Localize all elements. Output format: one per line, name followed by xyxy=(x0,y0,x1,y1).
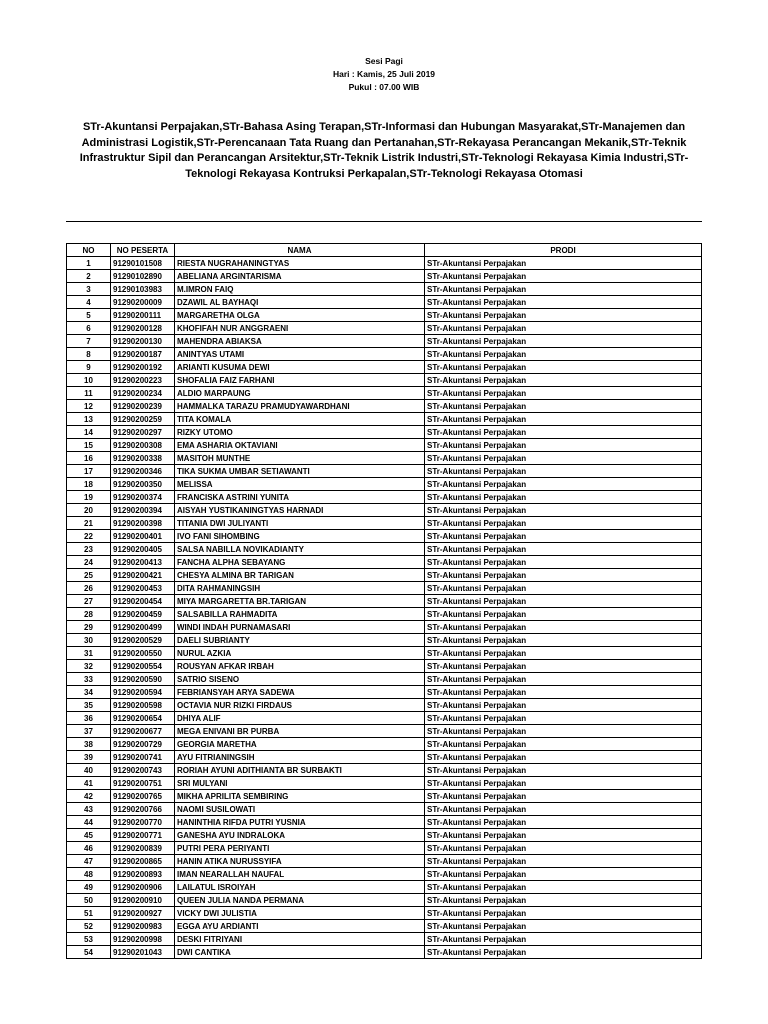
cell-no: 24 xyxy=(67,556,111,569)
cell-participant-number: 91290200594 xyxy=(111,686,175,699)
cell-name: SRI MULYANI xyxy=(175,777,425,790)
table-row xyxy=(67,504,702,517)
table-row xyxy=(67,868,702,881)
cell-no: 32 xyxy=(67,660,111,673)
cell-no: 1 xyxy=(67,257,111,270)
cell-program: STr-Akuntansi Perpajakan xyxy=(425,309,702,322)
cell-participant-number: 91290200234 xyxy=(111,387,175,400)
cell-program: STr-Akuntansi Perpajakan xyxy=(425,322,702,335)
cell-program: STr-Akuntansi Perpajakan xyxy=(425,270,702,283)
cell-participant-number: 91290200346 xyxy=(111,465,175,478)
cell-program: STr-Akuntansi Perpajakan xyxy=(425,699,702,712)
cell-participant-number: 91290200910 xyxy=(111,894,175,907)
cell-name: DHIYA ALIF xyxy=(175,712,425,725)
cell-participant-number: 91290200743 xyxy=(111,764,175,777)
cell-program: STr-Akuntansi Perpajakan xyxy=(425,829,702,842)
cell-name: GEORGIA MARETHA xyxy=(175,738,425,751)
cell-no: 25 xyxy=(67,569,111,582)
cell-name: HAMMALKA TARAZU PRAMUDYAWARDHANI xyxy=(175,400,425,413)
cell-name: RIZKY UTOMO xyxy=(175,426,425,439)
cell-program: STr-Akuntansi Perpajakan xyxy=(425,920,702,933)
cell-program: STr-Akuntansi Perpajakan xyxy=(425,569,702,582)
table-row xyxy=(67,608,702,621)
cell-participant-number: 91290200729 xyxy=(111,738,175,751)
cell-program: STr-Akuntansi Perpajakan xyxy=(425,582,702,595)
table-row xyxy=(67,595,702,608)
cell-program: STr-Akuntansi Perpajakan xyxy=(425,647,702,660)
cell-no: 41 xyxy=(67,777,111,790)
cell-participant-number: 91290200983 xyxy=(111,920,175,933)
table-row xyxy=(67,933,702,946)
table-row xyxy=(67,816,702,829)
cell-program: STr-Akuntansi Perpajakan xyxy=(425,296,702,309)
table-row xyxy=(67,309,702,322)
table-row xyxy=(67,738,702,751)
cell-no: 45 xyxy=(67,829,111,842)
cell-program: STr-Akuntansi Perpajakan xyxy=(425,361,702,374)
table-row xyxy=(67,855,702,868)
cell-participant-number: 91290200654 xyxy=(111,712,175,725)
cell-no: 20 xyxy=(67,504,111,517)
cell-participant-number: 91290200893 xyxy=(111,868,175,881)
cell-participant-number: 91290200421 xyxy=(111,569,175,582)
cell-name: RIESTA NUGRAHANINGTYAS xyxy=(175,257,425,270)
table-row xyxy=(67,725,702,738)
cell-participant-number: 91290200111 xyxy=(111,309,175,322)
cell-program: STr-Akuntansi Perpajakan xyxy=(425,738,702,751)
cell-name: GANESHA AYU INDRALOKA xyxy=(175,829,425,842)
cell-program: STr-Akuntansi Perpajakan xyxy=(425,491,702,504)
cell-program: STr-Akuntansi Perpajakan xyxy=(425,621,702,634)
cell-participant-number: 91290200751 xyxy=(111,777,175,790)
table-row xyxy=(67,387,702,400)
table-row xyxy=(67,517,702,530)
cell-name: HANIN ATIKA NURUSSYIFA xyxy=(175,855,425,868)
cell-participant-number: 91290200413 xyxy=(111,556,175,569)
cell-program: STr-Akuntansi Perpajakan xyxy=(425,842,702,855)
cell-participant-number: 91290200998 xyxy=(111,933,175,946)
cell-program: STr-Akuntansi Perpajakan xyxy=(425,907,702,920)
cell-participant-number: 91290200453 xyxy=(111,582,175,595)
cell-program: STr-Akuntansi Perpajakan xyxy=(425,777,702,790)
cell-name: M.IMRON FAIQ xyxy=(175,283,425,296)
cell-participant-number: 91290200187 xyxy=(111,348,175,361)
cell-no: 34 xyxy=(67,686,111,699)
cell-no: 2 xyxy=(67,270,111,283)
cell-name: EMA ASHARIA OKTAVIANI xyxy=(175,439,425,452)
table-row xyxy=(67,712,702,725)
table-row xyxy=(67,582,702,595)
table-row xyxy=(67,556,702,569)
cell-name: AISYAH YUSTIKANINGTYAS HARNADI xyxy=(175,504,425,517)
cell-participant-number: 91290200839 xyxy=(111,842,175,855)
cell-participant-number: 91290200766 xyxy=(111,803,175,816)
table-row xyxy=(67,530,702,543)
cell-participant-number: 91290200771 xyxy=(111,829,175,842)
cell-name: ANINTYAS UTAMI xyxy=(175,348,425,361)
table-row xyxy=(67,842,702,855)
cell-program: STr-Akuntansi Perpajakan xyxy=(425,283,702,296)
cell-no: 31 xyxy=(67,647,111,660)
cell-name: DAELI SUBRIANTY xyxy=(175,634,425,647)
cell-name: MIYA MARGARETTA BR.TARIGAN xyxy=(175,595,425,608)
cell-participant-number: 91290102890 xyxy=(111,270,175,283)
cell-participant-number: 91290200741 xyxy=(111,751,175,764)
cell-no: 33 xyxy=(67,673,111,686)
cell-participant-number: 91290200350 xyxy=(111,478,175,491)
cell-program: STr-Akuntansi Perpajakan xyxy=(425,257,702,270)
cell-name: MELISSA xyxy=(175,478,425,491)
table-row xyxy=(67,673,702,686)
table-body xyxy=(67,257,702,959)
cell-program: STr-Akuntansi Perpajakan xyxy=(425,556,702,569)
column-header-participant-number: NO PESERTA xyxy=(111,244,175,257)
table-row xyxy=(67,699,702,712)
table-row xyxy=(67,348,702,361)
cell-program: STr-Akuntansi Perpajakan xyxy=(425,517,702,530)
cell-no: 16 xyxy=(67,452,111,465)
table-row xyxy=(67,426,702,439)
table-row xyxy=(67,478,702,491)
cell-participant-number: 91290103983 xyxy=(111,283,175,296)
cell-no: 49 xyxy=(67,881,111,894)
cell-program: STr-Akuntansi Perpajakan xyxy=(425,894,702,907)
cell-participant-number: 91290200405 xyxy=(111,543,175,556)
table-row xyxy=(67,621,702,634)
cell-name: MARGARETHA OLGA xyxy=(175,309,425,322)
cell-name: DZAWIL AL BAYHAQI xyxy=(175,296,425,309)
cell-name: ALDIO MARPAUNG xyxy=(175,387,425,400)
cell-name: MEGA ENIVANI BR PURBA xyxy=(175,725,425,738)
cell-program: STr-Akuntansi Perpajakan xyxy=(425,634,702,647)
column-header-name: NAMA xyxy=(175,244,425,257)
table-row xyxy=(67,803,702,816)
cell-no: 8 xyxy=(67,348,111,361)
table-row xyxy=(67,439,702,452)
cell-no: 10 xyxy=(67,374,111,387)
cell-no: 14 xyxy=(67,426,111,439)
cell-name: KHOFIFAH NUR ANGGRAENI xyxy=(175,322,425,335)
cell-name: WINDI INDAH PURNAMASARI xyxy=(175,621,425,634)
cell-no: 6 xyxy=(67,322,111,335)
cell-program: STr-Akuntansi Perpajakan xyxy=(425,426,702,439)
cell-name: FRANCISKA ASTRINI YUNITA xyxy=(175,491,425,504)
table-row xyxy=(67,491,702,504)
cell-participant-number: 91290200130 xyxy=(111,335,175,348)
table-row xyxy=(67,413,702,426)
cell-name: DESKI FITRIYANI xyxy=(175,933,425,946)
cell-participant-number: 91290200590 xyxy=(111,673,175,686)
cell-program: STr-Akuntansi Perpajakan xyxy=(425,478,702,491)
cell-program: STr-Akuntansi Perpajakan xyxy=(425,764,702,777)
cell-participant-number: 91290200259 xyxy=(111,413,175,426)
cell-no: 7 xyxy=(67,335,111,348)
cell-program: STr-Akuntansi Perpajakan xyxy=(425,608,702,621)
cell-participant-number: 91290200192 xyxy=(111,361,175,374)
cell-program: STr-Akuntansi Perpajakan xyxy=(425,660,702,673)
table-row xyxy=(67,751,702,764)
table-row xyxy=(67,881,702,894)
cell-no: 30 xyxy=(67,634,111,647)
cell-no: 11 xyxy=(67,387,111,400)
table-row xyxy=(67,374,702,387)
cell-program: STr-Akuntansi Perpajakan xyxy=(425,400,702,413)
cell-program: STr-Akuntansi Perpajakan xyxy=(425,465,702,478)
table-row xyxy=(67,569,702,582)
cell-no: 40 xyxy=(67,764,111,777)
cell-participant-number: 91290200598 xyxy=(111,699,175,712)
cell-program: STr-Akuntansi Perpajakan xyxy=(425,452,702,465)
table-row xyxy=(67,686,702,699)
column-header-program: PRODI xyxy=(425,244,702,257)
table-row xyxy=(67,894,702,907)
table-row xyxy=(67,543,702,556)
cell-name: MIKHA APRILITA SEMBIRING xyxy=(175,790,425,803)
divider-line xyxy=(66,221,702,222)
cell-participant-number: 91290200223 xyxy=(111,374,175,387)
participants-table xyxy=(66,243,702,959)
cell-participant-number: 91290200338 xyxy=(111,452,175,465)
cell-participant-number: 91290200554 xyxy=(111,660,175,673)
cell-no: 9 xyxy=(67,361,111,374)
column-header-no: NO xyxy=(67,244,111,257)
cell-participant-number: 91290200398 xyxy=(111,517,175,530)
cell-no: 44 xyxy=(67,816,111,829)
table-row xyxy=(67,400,702,413)
cell-name: NURUL AZKIA xyxy=(175,647,425,660)
cell-no: 51 xyxy=(67,907,111,920)
cell-program: STr-Akuntansi Perpajakan xyxy=(425,790,702,803)
cell-no: 39 xyxy=(67,751,111,764)
table-row xyxy=(67,452,702,465)
cell-program: STr-Akuntansi Perpajakan xyxy=(425,712,702,725)
cell-name: IVO FANI SIHOMBING xyxy=(175,530,425,543)
cell-participant-number: 91290101508 xyxy=(111,257,175,270)
cell-no: 18 xyxy=(67,478,111,491)
cell-program: STr-Akuntansi Perpajakan xyxy=(425,335,702,348)
cell-no: 38 xyxy=(67,738,111,751)
cell-no: 22 xyxy=(67,530,111,543)
cell-no: 29 xyxy=(67,621,111,634)
cell-no: 17 xyxy=(67,465,111,478)
cell-program: STr-Akuntansi Perpajakan xyxy=(425,348,702,361)
cell-program: STr-Akuntansi Perpajakan xyxy=(425,881,702,894)
cell-participant-number: 91290200374 xyxy=(111,491,175,504)
cell-program: STr-Akuntansi Perpajakan xyxy=(425,504,702,517)
cell-participant-number: 91290200865 xyxy=(111,855,175,868)
cell-program: STr-Akuntansi Perpajakan xyxy=(425,374,702,387)
cell-program: STr-Akuntansi Perpajakan xyxy=(425,725,702,738)
table-row xyxy=(67,283,702,296)
cell-name: VICKY DWI JULISTIA xyxy=(175,907,425,920)
cell-name: DITA RAHMANINGSIH xyxy=(175,582,425,595)
cell-participant-number: 91290200529 xyxy=(111,634,175,647)
cell-participant-number: 91290200770 xyxy=(111,816,175,829)
cell-participant-number: 91290200239 xyxy=(111,400,175,413)
cell-name: PUTRI PERA PERIYANTI xyxy=(175,842,425,855)
cell-no: 5 xyxy=(67,309,111,322)
cell-name: ROUSYAN AFKAR IRBAH xyxy=(175,660,425,673)
cell-name: RORIAH AYUNI ADITHIANTA BR SURBAKTI xyxy=(175,764,425,777)
table-row xyxy=(67,790,702,803)
cell-participant-number: 91290200297 xyxy=(111,426,175,439)
table-row xyxy=(67,764,702,777)
cell-no: 52 xyxy=(67,920,111,933)
cell-name: FEBRIANSYAH ARYA SADEWA xyxy=(175,686,425,699)
cell-no: 4 xyxy=(67,296,111,309)
cell-no: 42 xyxy=(67,790,111,803)
cell-no: 26 xyxy=(67,582,111,595)
cell-name: MAHENDRA ABIAKSA xyxy=(175,335,425,348)
cell-program: STr-Akuntansi Perpajakan xyxy=(425,816,702,829)
cell-name: ARIANTI KUSUMA DEWI xyxy=(175,361,425,374)
cell-no: 47 xyxy=(67,855,111,868)
cell-name: TITA KOMALA xyxy=(175,413,425,426)
exam-date: Hari : Kamis, 25 Juli 2019 xyxy=(332,69,436,79)
table-row xyxy=(67,946,702,959)
table-row xyxy=(67,647,702,660)
cell-program: STr-Akuntansi Perpajakan xyxy=(425,946,702,959)
cell-no: 48 xyxy=(67,868,111,881)
cell-participant-number: 91290200308 xyxy=(111,439,175,452)
cell-no: 12 xyxy=(67,400,111,413)
cell-no: 36 xyxy=(67,712,111,725)
cell-program: STr-Akuntansi Perpajakan xyxy=(425,868,702,881)
cell-program: STr-Akuntansi Perpajakan xyxy=(425,530,702,543)
cell-name: CHESYA ALMINA BR TARIGAN xyxy=(175,569,425,582)
table-row xyxy=(67,920,702,933)
cell-no: 35 xyxy=(67,699,111,712)
cell-name: AYU FITRIANINGSIH xyxy=(175,751,425,764)
cell-program: STr-Akuntansi Perpajakan xyxy=(425,387,702,400)
cell-participant-number: 91290200550 xyxy=(111,647,175,660)
cell-name: SALSA NABILLA NOVIKADIANTY xyxy=(175,543,425,556)
cell-name: SATRIO SISENO xyxy=(175,673,425,686)
exam-time: Pukul : 07.00 WIB xyxy=(348,82,420,92)
cell-no: 15 xyxy=(67,439,111,452)
cell-name: OCTAVIA NUR RIZKI FIRDAUS xyxy=(175,699,425,712)
table-row xyxy=(67,335,702,348)
table-row xyxy=(67,634,702,647)
cell-participant-number: 91290200459 xyxy=(111,608,175,621)
cell-no: 28 xyxy=(67,608,111,621)
cell-no: 21 xyxy=(67,517,111,530)
cell-name: ABELIANA ARGINTARISMA xyxy=(175,270,425,283)
cell-participant-number: 91290200906 xyxy=(111,881,175,894)
cell-participant-number: 91290200499 xyxy=(111,621,175,634)
table-header-row xyxy=(67,244,702,257)
cell-participant-number: 91290200128 xyxy=(111,322,175,335)
cell-name: LAILATUL ISROIYAH xyxy=(175,881,425,894)
cell-program: STr-Akuntansi Perpajakan xyxy=(425,673,702,686)
cell-participant-number: 91290201043 xyxy=(111,946,175,959)
cell-program: STr-Akuntansi Perpajakan xyxy=(425,751,702,764)
cell-no: 46 xyxy=(67,842,111,855)
cell-no: 50 xyxy=(67,894,111,907)
cell-name: TIKA SUKMA UMBAR SETIAWANTI xyxy=(175,465,425,478)
cell-program: STr-Akuntansi Perpajakan xyxy=(425,413,702,426)
cell-program: STr-Akuntansi Perpajakan xyxy=(425,686,702,699)
cell-program: STr-Akuntansi Perpajakan xyxy=(425,933,702,946)
table-row xyxy=(67,777,702,790)
cell-no: 19 xyxy=(67,491,111,504)
cell-participant-number: 91290200677 xyxy=(111,725,175,738)
table-row xyxy=(67,660,702,673)
cell-name: HANINTHIA RIFDA PUTRI YUSNIA xyxy=(175,816,425,829)
cell-no: 53 xyxy=(67,933,111,946)
cell-program: STr-Akuntansi Perpajakan xyxy=(425,439,702,452)
cell-participant-number: 91290200401 xyxy=(111,530,175,543)
table-row xyxy=(67,829,702,842)
table-row xyxy=(67,361,702,374)
cell-name: TITANIA DWI JULIYANTI xyxy=(175,517,425,530)
table-row xyxy=(67,322,702,335)
cell-name: DWI CANTIKA xyxy=(175,946,425,959)
table-row xyxy=(67,907,702,920)
cell-name: QUEEN JULIA NANDA PERMANA xyxy=(175,894,425,907)
cell-no: 23 xyxy=(67,543,111,556)
study-programs-heading: STr-Akuntansi Perpajakan,STr-Bahasa Asing Terapan,STr-Informasi dan Hubungan Masyarakat,STr-Manajemen dan Administrasi Logistik,STr-Perencanaan Tata Ruang dan Pertanahan,STr-Rekayasa Perancangan Mekanik,STr-Teknik Infrastruktur Sipil dan Perancangan Arsitektur,STr-Teknik Listrik Industri,STr-Teknologi Rekayasa Kimia Industri,STr-Teknologi Rekayasa Kontruksi Perkapalan,STr-Teknologi Rekayasa Otomasi xyxy=(79,121,689,180)
table-row xyxy=(67,270,702,283)
cell-program: STr-Akuntansi Perpajakan xyxy=(425,855,702,868)
cell-participant-number: 91290200765 xyxy=(111,790,175,803)
cell-name: SHOFALIA FAIZ FARHANI xyxy=(175,374,425,387)
cell-participant-number: 91290200927 xyxy=(111,907,175,920)
cell-name: MASITOH MUNTHE xyxy=(175,452,425,465)
cell-no: 3 xyxy=(67,283,111,296)
cell-program: STr-Akuntansi Perpajakan xyxy=(425,543,702,556)
cell-participant-number: 91290200394 xyxy=(111,504,175,517)
cell-name: EGGA AYU ARDIANTI xyxy=(175,920,425,933)
cell-no: 27 xyxy=(67,595,111,608)
cell-no: 13 xyxy=(67,413,111,426)
table-row xyxy=(67,296,702,309)
cell-no: 43 xyxy=(67,803,111,816)
cell-no: 37 xyxy=(67,725,111,738)
cell-name: IMAN NEARALLAH NAUFAL xyxy=(175,868,425,881)
cell-participant-number: 91290200454 xyxy=(111,595,175,608)
cell-name: FANCHA ALPHA SEBAYANG xyxy=(175,556,425,569)
cell-participant-number: 91290200009 xyxy=(111,296,175,309)
cell-name: SALSABILLA RAHMADITA xyxy=(175,608,425,621)
cell-program: STr-Akuntansi Perpajakan xyxy=(425,803,702,816)
table-row xyxy=(67,465,702,478)
cell-program: STr-Akuntansi Perpajakan xyxy=(425,595,702,608)
table-row xyxy=(67,257,702,270)
cell-name: NAOMI SUSILOWATI xyxy=(175,803,425,816)
session-label: Sesi Pagi xyxy=(365,56,403,66)
cell-no: 54 xyxy=(67,946,111,959)
